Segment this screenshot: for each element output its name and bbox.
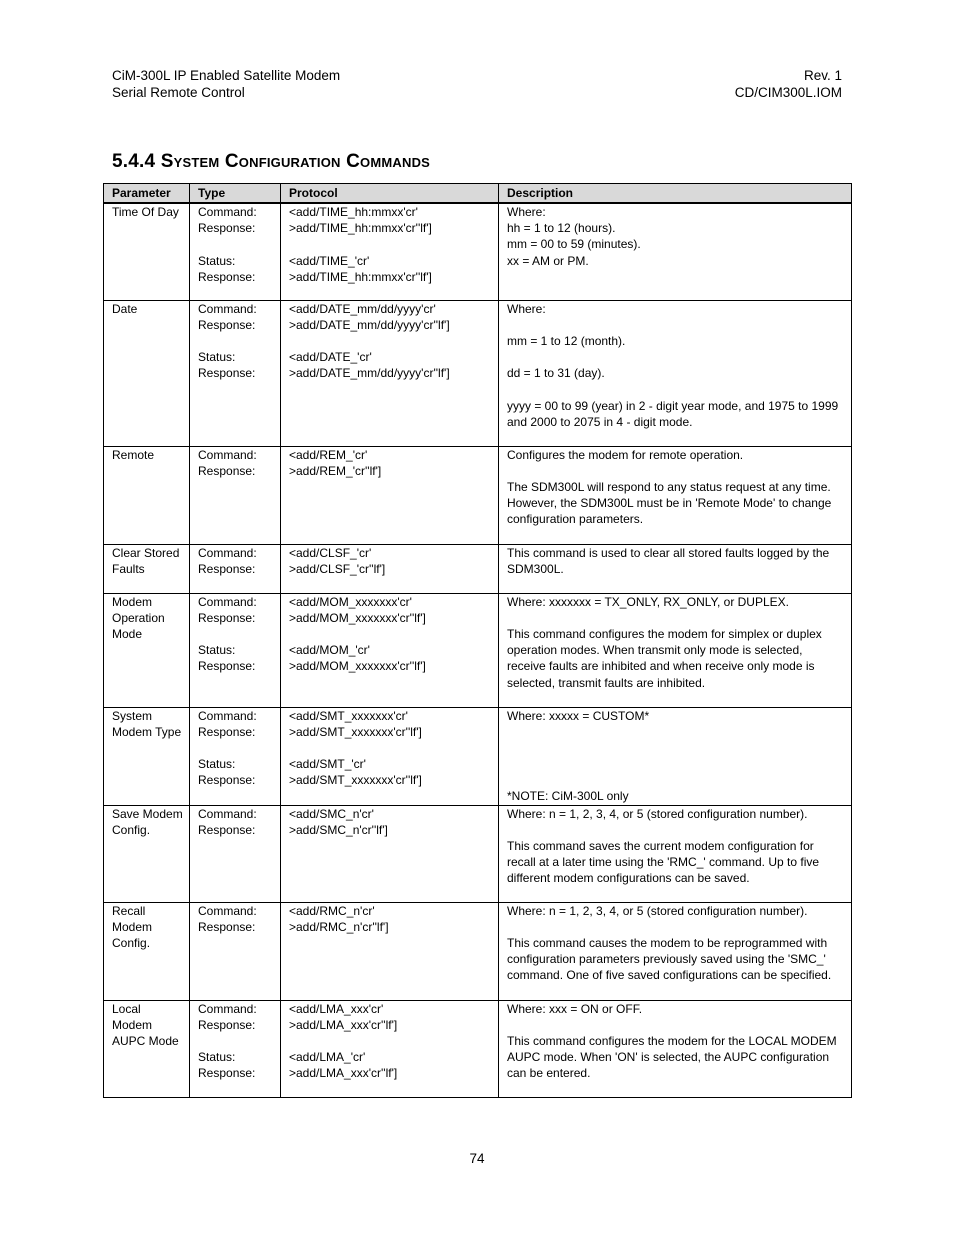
description-cell xyxy=(499,300,852,446)
protocol-cell-line: <add/LMA_'cr' xyxy=(289,1050,366,1065)
type-cell-line: Response: xyxy=(198,269,256,284)
description-cell-line xyxy=(507,610,843,626)
protocol-cell-line xyxy=(289,740,490,756)
protocol-cell-line: <add/MOM_'cr' xyxy=(289,643,370,658)
description-cell-line: yyyy = 00 to 99 (year) in 2 - digit year mode, and 1975 to 1999 and 2000 to 2075 in 4 - digit mode. xyxy=(507,398,839,429)
protocol-cell-line: >add/MOM_xxxxxxx'cr''lf'] xyxy=(289,610,426,625)
type-cell-line: Command: xyxy=(198,903,257,918)
column-header-protocol: Protocol xyxy=(281,184,499,204)
description-cell xyxy=(499,203,852,300)
protocol-cell-line: >add/LMA_xxx'cr''lf'] xyxy=(289,1017,398,1032)
param-cell xyxy=(104,593,190,707)
description-cell-line: Where: n = 1, 2, 3, 4, or 5 (stored configuration number). xyxy=(507,806,808,821)
param-cell xyxy=(104,544,190,593)
param-cell-line: Recall xyxy=(112,903,146,918)
param-cell xyxy=(104,805,190,902)
param-cell-line: Remote xyxy=(112,447,155,462)
protocol-cell-line: <add/DATE_mm/dd/yyyy'cr' xyxy=(289,301,436,316)
type-cell xyxy=(190,446,281,544)
param-cell xyxy=(104,300,190,446)
param-cell xyxy=(104,1000,190,1097)
protocol-cell-line: <add/SMT_xxxxxxx'cr' xyxy=(289,708,408,723)
param-cell-line: Config. xyxy=(112,822,151,837)
description-cell xyxy=(499,593,852,707)
param-cell-line: AUPC Mode xyxy=(112,1034,179,1049)
type-cell-line: Status: xyxy=(198,643,236,658)
param-cell-line: Mode xyxy=(112,626,143,641)
protocol-cell-line: <add/DATE_'cr' xyxy=(289,350,372,365)
description-cell-line xyxy=(507,1017,843,1033)
protocol-cell-line: >add/DATE_mm/dd/yyyy'cr''lf'] xyxy=(289,317,450,332)
protocol-cell-line xyxy=(289,333,490,349)
protocol-cell-line: <add/MOM_xxxxxxx'cr' xyxy=(289,594,412,609)
type-cell-line: Response: xyxy=(198,561,256,576)
type-cell-line: Command: xyxy=(198,301,257,316)
protocol-cell-line: <add/LMA_xxx'cr' xyxy=(289,1001,384,1016)
protocol-cell xyxy=(281,300,499,446)
param-cell-line: Modem xyxy=(112,919,153,934)
description-cell-line xyxy=(507,724,843,740)
protocol-cell-line xyxy=(289,626,490,642)
document-code: CD/CIM300L.IOM xyxy=(734,85,842,100)
description-cell-line: Where: xyxy=(507,205,546,219)
protocol-cell xyxy=(281,902,499,1000)
protocol-cell xyxy=(281,593,499,707)
description-cell xyxy=(499,446,852,544)
description-cell-line: Configures the modem for remote operation. xyxy=(507,447,744,462)
type-cell xyxy=(190,1000,281,1097)
param-cell-line: Local xyxy=(112,1001,141,1016)
table-body xyxy=(104,203,852,1097)
protocol-cell-line: >add/LMA_xxx'cr''lf'] xyxy=(289,1066,398,1081)
table-row xyxy=(104,544,852,593)
param-cell-line: Modem xyxy=(112,1017,153,1032)
protocol-cell-line xyxy=(289,1033,490,1049)
type-cell xyxy=(190,707,281,805)
protocol-cell-line: >add/REM_'cr''lf'] xyxy=(289,463,382,478)
protocol-cell-line: >add/TIME_hh:mmxx'cr''lf'] xyxy=(289,221,432,236)
protocol-cell-line: >add/TIME_hh:mmxx'cr''lf'] xyxy=(289,269,432,284)
section-title: System Configuration Commands xyxy=(160,151,431,172)
param-cell-line: Clear Stored xyxy=(112,545,180,560)
protocol-cell xyxy=(281,544,499,593)
description-cell-line: Where: xxxxx = CUSTOM* xyxy=(507,708,650,723)
param-cell-line: Modem Type xyxy=(112,724,182,739)
description-cell-line: Where: n = 1, 2, 3, 4, or 5 (stored configuration number). xyxy=(507,903,808,918)
type-cell-line: Response: xyxy=(198,366,256,381)
protocol-cell-line: <add/TIME_hh:mmxx'cr' xyxy=(289,205,418,219)
description-cell-line xyxy=(507,317,843,333)
description-cell-line: mm = 1 to 12 (month). xyxy=(507,333,626,348)
description-cell-line xyxy=(507,381,843,397)
description-cell xyxy=(499,544,852,593)
section-number: 5.4.4 xyxy=(112,151,156,172)
description-cell-line: This command saves the current modem configuration for recall at a later time using the 'RMC_' command. Up to five different modem configurations can be saved. xyxy=(507,839,820,886)
type-cell-line: Response: xyxy=(198,317,256,332)
description-cell-line: Where: xyxy=(507,301,546,316)
description-cell xyxy=(499,1000,852,1097)
type-cell-line: Status: xyxy=(198,1050,236,1065)
column-header-description: Description xyxy=(499,184,852,204)
protocol-cell-line: >add/MOM_xxxxxxx'cr''lf'] xyxy=(289,659,426,674)
description-cell-line: Where: xxx = ON or OFF. xyxy=(507,1001,643,1016)
type-cell-line xyxy=(198,626,272,642)
type-cell-line xyxy=(198,333,272,349)
table-row xyxy=(104,593,852,707)
header-left xyxy=(112,67,340,101)
type-cell-line: Response: xyxy=(198,1066,256,1081)
type-cell-line: Response: xyxy=(198,659,256,674)
table-row xyxy=(104,1000,852,1097)
description-cell-line: Where: xxxxxxx = TX_ONLY, RX_ONLY, or DUPLEX. xyxy=(507,594,789,609)
description-cell-line: *NOTE: CiM-300L only xyxy=(507,789,629,804)
param-cell-line: Faults xyxy=(112,561,145,576)
type-cell-line: Command: xyxy=(198,545,257,560)
column-header-parameter: Parameter xyxy=(104,184,190,204)
protocol-cell-line xyxy=(289,236,490,252)
description-cell-line xyxy=(507,349,843,365)
description-cell xyxy=(499,805,852,902)
header-right xyxy=(735,67,842,101)
type-cell-line: Response: xyxy=(198,773,256,788)
description-cell-line: This command configures the modem for the LOCAL MODEM AUPC mode. When 'ON' is selected, the AUPC configuration can be entered. xyxy=(507,1034,837,1081)
protocol-cell-line: <add/SMT_'cr' xyxy=(289,757,366,772)
protocol-cell-line: >add/RMC_n'cr''lf'] xyxy=(289,919,389,934)
description-cell-line xyxy=(507,463,843,479)
description-cell-line xyxy=(507,772,843,788)
type-cell-line xyxy=(198,740,272,756)
description-cell-line: hh = 1 to 12 (hours). xyxy=(507,221,616,236)
protocol-cell-line: <add/TIME_'cr' xyxy=(289,253,370,268)
type-cell-line: Response: xyxy=(198,221,256,236)
type-cell-line xyxy=(198,236,272,252)
revision-label: Rev. 1 xyxy=(803,68,842,83)
table-header-row xyxy=(104,184,852,204)
protocol-cell-line: >add/DATE_mm/dd/yyyy'cr''lf'] xyxy=(289,366,450,381)
protocol-cell xyxy=(281,1000,499,1097)
param-cell-line: Config. xyxy=(112,936,151,951)
type-cell-line: Response: xyxy=(198,822,256,837)
commands-table xyxy=(103,183,852,1098)
type-cell xyxy=(190,203,281,300)
description-cell-line: xx = AM or PM. xyxy=(507,253,589,268)
type-cell xyxy=(190,593,281,707)
description-cell-line: This command is used to clear all stored faults logged by the SDM300L. xyxy=(507,545,830,576)
type-cell xyxy=(190,902,281,1000)
type-cell-line: Response: xyxy=(198,463,256,478)
table-row xyxy=(104,707,852,805)
type-cell-line xyxy=(198,1033,272,1049)
type-cell xyxy=(190,544,281,593)
param-cell-line: Modem xyxy=(112,594,153,609)
protocol-cell-line: <add/CLSF_'cr' xyxy=(289,545,372,560)
table-row xyxy=(104,300,852,446)
table-row xyxy=(104,446,852,544)
protocol-cell-line: <add/SMC_n'cr' xyxy=(289,806,374,821)
description-cell-line: The SDM300L will respond to any status request at any time. However, the SDM300L must be in 'Remote Mode' to change configuration parameters. xyxy=(507,479,832,527)
type-cell-line: Command: xyxy=(198,806,257,821)
protocol-cell-line: >add/SMT_xxxxxxx'cr''lf'] xyxy=(289,724,422,739)
type-cell-line: Response: xyxy=(198,610,256,625)
table-row xyxy=(104,902,852,1000)
description-cell-line: This command causes the modem to be reprogrammed with configuration parameters previously saved using the 'SMC_' command. One of five saved configurations can be specified. xyxy=(507,936,832,983)
description-cell xyxy=(499,707,852,805)
param-cell xyxy=(104,446,190,544)
param-cell-line: System xyxy=(112,708,153,723)
param-cell xyxy=(104,203,190,300)
table-row xyxy=(104,805,852,902)
description-cell-line xyxy=(507,822,843,838)
type-cell-line: Response: xyxy=(198,1017,256,1032)
table-row xyxy=(104,203,852,300)
type-cell-line: Status: xyxy=(198,253,236,268)
type-cell-line: Command: xyxy=(198,447,257,462)
section-heading xyxy=(112,150,430,174)
description-cell-line: This command configures the modem for simplex or duplex operation modes. When transmit only mode is selected, receive faults are inhibited and when receive only mode is selected, transmit faults are inhibited. xyxy=(507,626,822,690)
type-cell xyxy=(190,805,281,902)
protocol-cell-line: <add/RMC_n'cr' xyxy=(289,903,375,918)
protocol-cell xyxy=(281,446,499,544)
param-cell-line: Operation xyxy=(112,610,165,625)
description-cell-line xyxy=(507,919,843,935)
type-cell-line: Command: xyxy=(198,708,257,723)
type-cell xyxy=(190,300,281,446)
protocol-cell xyxy=(281,707,499,805)
type-cell-line: Command: xyxy=(198,1001,257,1016)
type-cell-line: Response: xyxy=(198,724,256,739)
description-cell-line: dd = 1 to 31 (day). xyxy=(507,366,605,381)
description-cell-line: mm = 00 to 59 (minutes). xyxy=(507,237,641,252)
param-cell xyxy=(104,902,190,1000)
type-cell-line: Command: xyxy=(198,594,257,609)
protocol-cell xyxy=(281,203,499,300)
column-header-type: Type xyxy=(190,184,281,204)
param-cell-line: Date xyxy=(112,301,138,316)
protocol-cell-line: >add/SMT_xxxxxxx'cr''lf'] xyxy=(289,773,422,788)
protocol-cell-line: <add/REM_'cr' xyxy=(289,447,368,462)
type-cell-line: Status: xyxy=(198,757,236,772)
document-subtitle: Serial Remote Control xyxy=(112,85,245,100)
type-cell-line: Command: xyxy=(198,205,257,219)
param-cell xyxy=(104,707,190,805)
document-title: CiM-300L IP Enabled Satellite Modem xyxy=(112,68,341,83)
description-cell-line xyxy=(507,756,843,772)
protocol-cell-line: >add/SMC_n'cr''lf'] xyxy=(289,822,388,837)
page-number: 74 xyxy=(469,1151,485,1166)
type-cell-line: Status: xyxy=(198,350,236,365)
description-cell xyxy=(499,902,852,1000)
protocol-cell xyxy=(281,805,499,902)
param-cell-line: Save Modem xyxy=(112,806,183,821)
param-cell-line: Time Of Day xyxy=(112,205,179,219)
description-cell-line xyxy=(507,740,843,756)
protocol-cell-line: >add/CLSF_'cr''lf'] xyxy=(289,561,386,576)
type-cell-line: Response: xyxy=(198,919,256,934)
